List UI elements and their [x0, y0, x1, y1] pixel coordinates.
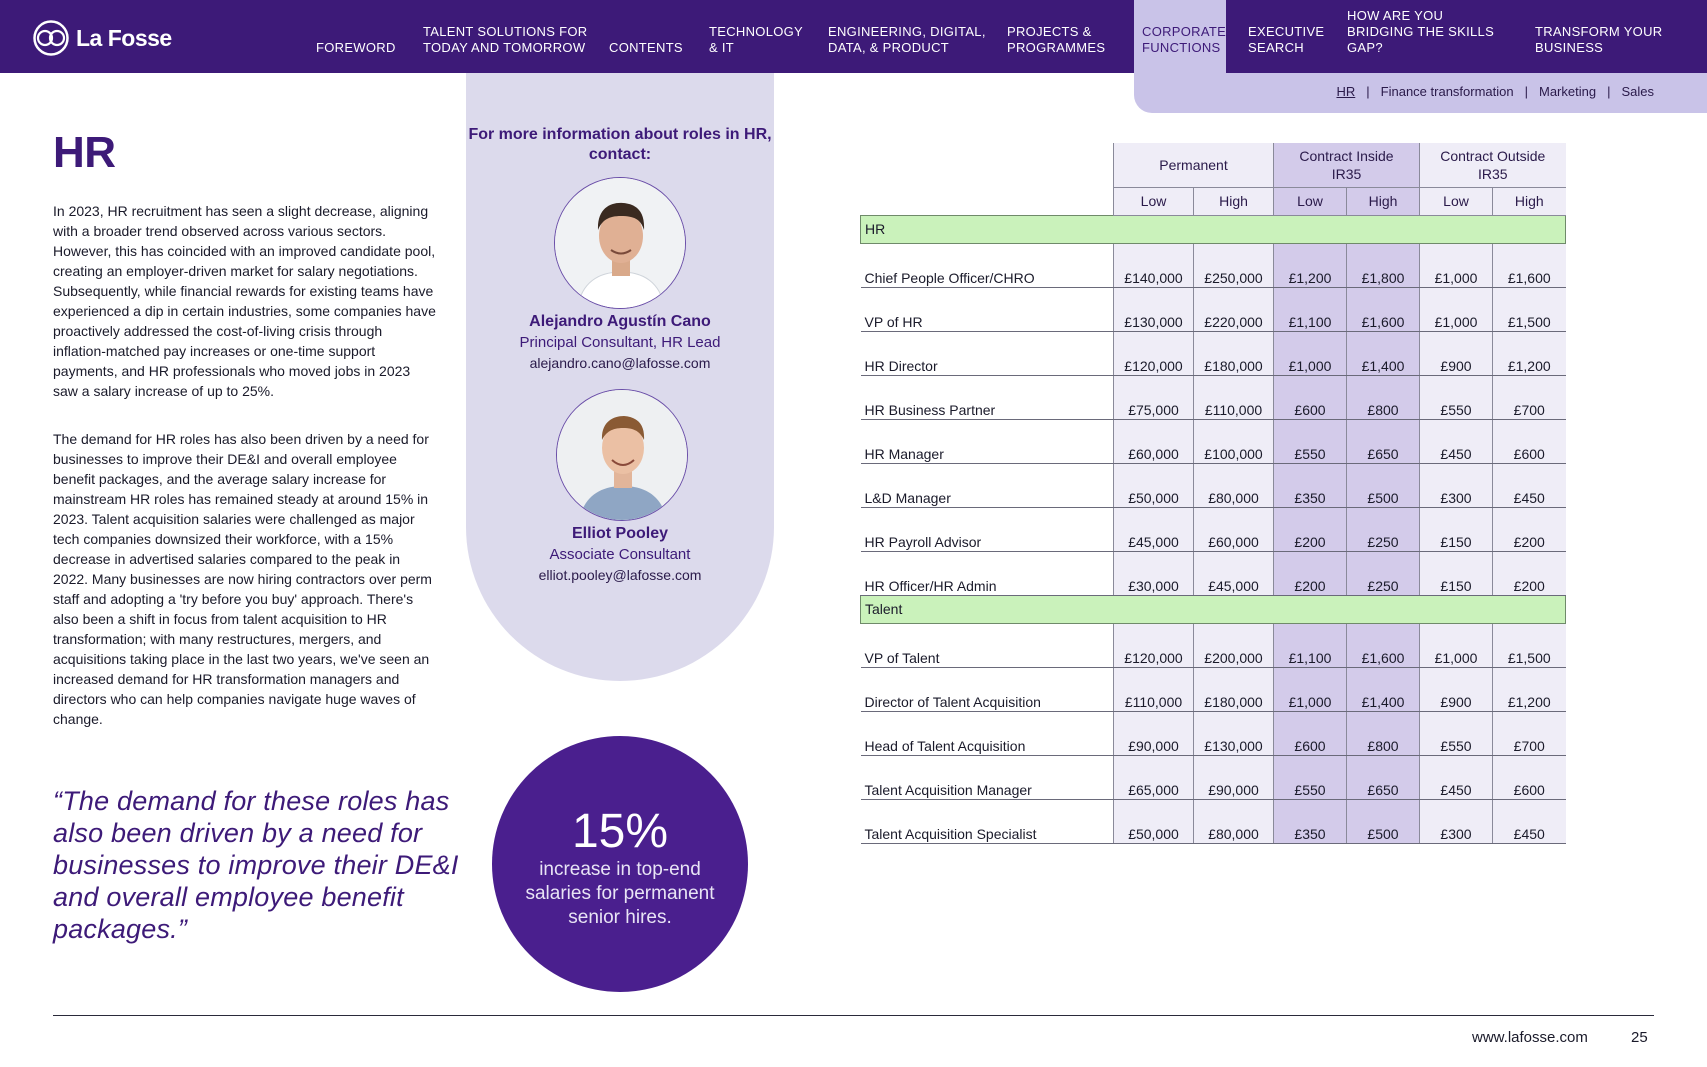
salary-cell: £200,000 [1194, 623, 1274, 667]
table-row [861, 419, 1566, 463]
salary-cell: £900 [1420, 667, 1493, 711]
salary-table [860, 143, 1566, 844]
stat-callout [492, 736, 748, 992]
salary-cell: £200 [1493, 551, 1566, 595]
role-name: VP of HR [861, 287, 1114, 331]
salary-cell: £900 [1420, 331, 1493, 375]
salary-cell: £60,000 [1194, 507, 1274, 551]
footer-website-link[interactable]: www.lafosse.com [1472, 1029, 1588, 1046]
salary-cell: £1,500 [1493, 287, 1566, 331]
salary-cell: £450 [1493, 463, 1566, 507]
salary-cell: £350 [1274, 463, 1347, 507]
salary-cell: £140,000 [1114, 243, 1194, 287]
salary-cell: £450 [1420, 755, 1493, 799]
salary-cell: £1,200 [1493, 667, 1566, 711]
subnav-separator: | [1607, 84, 1611, 99]
la-fosse-logo[interactable] [32, 19, 172, 57]
section-label: HR [861, 215, 1566, 243]
role-name: Talent Acquisition Specialist [861, 799, 1114, 843]
column-header-high: High [1493, 187, 1566, 215]
table-row [861, 375, 1566, 419]
table-row [861, 331, 1566, 375]
salary-cell: £1,100 [1274, 287, 1347, 331]
person-photo-icon [557, 390, 688, 521]
column-header-low: Low [1274, 187, 1347, 215]
salary-cell: £600 [1274, 711, 1347, 755]
role-name: HR Business Partner [861, 375, 1114, 419]
salary-cell: £1,800 [1347, 243, 1420, 287]
salary-cell: £130,000 [1114, 287, 1194, 331]
column-header-low: Low [1420, 187, 1493, 215]
salary-cell: £1,600 [1347, 287, 1420, 331]
table-section-row [861, 595, 1566, 623]
table-corner [861, 187, 1114, 215]
salary-cell: £550 [1420, 375, 1493, 419]
table-row [861, 463, 1566, 507]
role-name: HR Payroll Advisor [861, 507, 1114, 551]
role-name: L&D Manager [861, 463, 1114, 507]
page-number: 25 [1631, 1029, 1648, 1046]
salary-cell: £80,000 [1194, 463, 1274, 507]
table-row [861, 711, 1566, 755]
salary-cell: £50,000 [1114, 799, 1194, 843]
salary-cell: £220,000 [1194, 287, 1274, 331]
subnav-separator: | [1524, 84, 1528, 99]
intro-paragraph: In 2023, HR recruitment has seen a slight decrease, aligning with a broader trend observed across various sectors. However, this has coincided with an improved candidate pool, creating an employer-driven market for salary negotiations. Subsequently, while financial rewards for existing teams have experienced a dip in certain industries, some companies have proactively addressed the cost-of-living crisis through inflation-matched pay increases or one-time support payments, and HR professionals who moved jobs in 2023 saw a salary increase of up to 25%. [53, 203, 436, 399]
table-row [861, 551, 1566, 595]
column-group-label: Contract Inside IR35 [1299, 147, 1394, 182]
salary-cell: £60,000 [1114, 419, 1194, 463]
top-navigation-bar [0, 0, 1707, 73]
salary-cell: £550 [1274, 419, 1347, 463]
la-fosse-logo-icon [32, 19, 70, 57]
salary-cell: £1,200 [1274, 243, 1347, 287]
salary-cell: £80,000 [1194, 799, 1274, 843]
table-group-header-row [861, 143, 1566, 187]
table-row [861, 287, 1566, 331]
avatar [554, 177, 686, 309]
salary-cell: £1,000 [1274, 331, 1347, 375]
demand-paragraph: The demand for HR roles has also been driven by a need for businesses to improve their DE&I and overall employee benefit packages, and the average salary increase for mainstream HR roles has remained steady at around 15% in 2023. Talent acquisition salaries were challenged as major tech companies downsized their workforce, with a 15% decrease in advertised salaries compared to the peak in 2022. Many businesses are now hiring contractors over perm staff and adopting a 'try before you buy' approach. There's also been a shift in focus from talent acquisition to HR transformation; with many restructures, mergers, and acquisitions taking place in the last two years, we've seen an increased demand for HR transformation managers and directors who can help companies navigate huge waves of change. [53, 431, 432, 727]
salary-cell: £650 [1347, 419, 1420, 463]
column-group-contract-outside [1420, 143, 1566, 187]
salary-cell: £250,000 [1194, 243, 1274, 287]
salary-cell: £1,600 [1493, 243, 1566, 287]
table-subheader-row [861, 187, 1566, 215]
pull-quote: “The demand for these roles has also been driven by a need for businesses to improve their DE&I and overall employee benefit packages.” [53, 786, 459, 944]
salary-cell: £450 [1420, 419, 1493, 463]
role-name: Head of Talent Acquisition [861, 711, 1114, 755]
salary-cell: £1,000 [1420, 243, 1493, 287]
avatar [556, 389, 688, 521]
salary-cell: £700 [1493, 711, 1566, 755]
salary-cell: £200 [1493, 507, 1566, 551]
corporate-functions-subnav [1134, 73, 1707, 113]
salary-cell: £300 [1420, 463, 1493, 507]
salary-cell: £110,000 [1114, 667, 1194, 711]
salary-cell: £1,600 [1347, 623, 1420, 667]
salary-cell: £180,000 [1194, 667, 1274, 711]
salary-cell: £500 [1347, 799, 1420, 843]
salary-cell: £65,000 [1114, 755, 1194, 799]
table-corner [861, 143, 1114, 187]
salary-cell: £1,200 [1493, 331, 1566, 375]
salary-cell: £30,000 [1114, 551, 1194, 595]
salary-cell: £50,000 [1114, 463, 1194, 507]
contact-email-link[interactable]: elliot.pooley@lafosse.com [538, 567, 702, 583]
role-name: HR Manager [861, 419, 1114, 463]
subnav-separator: | [1366, 84, 1370, 99]
salary-cell: £120,000 [1114, 623, 1194, 667]
salary-cell: £1,500 [1493, 623, 1566, 667]
salary-cell: £500 [1347, 463, 1420, 507]
salary-cell: £45,000 [1194, 551, 1274, 595]
salary-cell: £800 [1347, 375, 1420, 419]
salary-cell: £1,000 [1420, 623, 1493, 667]
column-header-high: High [1347, 187, 1420, 215]
salary-cell: £45,000 [1114, 507, 1194, 551]
salary-cell: £600 [1493, 755, 1566, 799]
salary-cell: £450 [1493, 799, 1566, 843]
salary-cell: £200 [1274, 507, 1347, 551]
contact-name: Elliot Pooley [571, 525, 668, 542]
contact-panel [466, 73, 774, 681]
role-name: HR Officer/HR Admin [861, 551, 1114, 595]
salary-cell: £90,000 [1114, 711, 1194, 755]
stat-description: increase in top-end salaries for permanent senior hires. [525, 859, 715, 928]
salary-cell: £550 [1420, 711, 1493, 755]
table-row [861, 755, 1566, 799]
contact-heading: For more information about roles in HR, contact: [468, 126, 772, 163]
salary-cell: £1,000 [1420, 287, 1493, 331]
salary-cell: £200 [1274, 551, 1347, 595]
column-header-high: High [1194, 187, 1274, 215]
salary-cell: £550 [1274, 755, 1347, 799]
salary-cell: £1,400 [1347, 667, 1420, 711]
salary-cell: £600 [1493, 419, 1566, 463]
nav-transform-business[interactable]: TRANSFORM YOUR BUSINESS [1535, 24, 1663, 55]
salary-cell: £600 [1274, 375, 1347, 419]
salary-cell: £300 [1420, 799, 1493, 843]
nav-corporate-functions[interactable]: CORPORATE FUNCTIONS [1134, 0, 1226, 73]
table-row [861, 799, 1566, 843]
salary-cell: £350 [1274, 799, 1347, 843]
brand-name: La Fosse [76, 24, 172, 51]
salary-cell: £180,000 [1194, 331, 1274, 375]
salary-cell: £120,000 [1114, 331, 1194, 375]
salary-cell: £130,000 [1194, 711, 1274, 755]
salary-cell: £100,000 [1194, 419, 1274, 463]
table-row [861, 243, 1566, 287]
salary-cell: £250 [1347, 507, 1420, 551]
subnav-finance-transformation[interactable]: Finance transformation [1380, 84, 1514, 99]
table-row [861, 507, 1566, 551]
nav-engineering-digital[interactable]: ENGINEERING, DIGITAL, DATA, & PRODUCT [828, 24, 986, 55]
salary-cell: £1,400 [1347, 331, 1420, 375]
section-label: Talent [861, 595, 1566, 623]
nav-contents[interactable]: CONTENTS [609, 40, 683, 55]
salary-cell: £250 [1347, 551, 1420, 595]
nav-foreword[interactable]: FOREWORD [316, 40, 396, 55]
salary-cell: £150 [1420, 507, 1493, 551]
nav-projects-programmes[interactable]: PROJECTS & PROGRAMMES [1007, 24, 1106, 55]
column-header-low: Low [1114, 187, 1194, 215]
salary-cell: £800 [1347, 711, 1420, 755]
contact-email-link[interactable]: alejandro.cano@lafosse.com [529, 355, 711, 371]
column-group-contract-inside [1274, 143, 1420, 187]
table-section-row [861, 215, 1566, 243]
salary-cell: £650 [1347, 755, 1420, 799]
subnav-marketing[interactable]: Marketing [1539, 84, 1597, 99]
column-group-label: Contract Outside IR35 [1440, 147, 1546, 182]
column-group-permanent: Permanent [1114, 143, 1274, 187]
role-name: VP of Talent [861, 623, 1114, 667]
salary-cell: £75,000 [1114, 375, 1194, 419]
subnav-sales[interactable]: Sales [1621, 84, 1654, 99]
table-row [861, 623, 1566, 667]
salary-cell: £1,100 [1274, 623, 1347, 667]
contact-role: Associate Consultant [549, 546, 691, 563]
nav-skills-gap[interactable]: HOW ARE YOU BRIDGING THE SKILLS GAP? [1347, 8, 1495, 55]
table-body [861, 215, 1566, 843]
salary-cell: £700 [1493, 375, 1566, 419]
page-title: HR [53, 128, 116, 177]
salary-cell: £1,000 [1274, 667, 1347, 711]
contact-name: Alejandro Agustín Cano [529, 313, 711, 330]
role-name: Director of Talent Acquisition [861, 667, 1114, 711]
stat-value: 15% [571, 805, 669, 858]
nav-technology-it[interactable]: TECHNOLOGY & IT [709, 24, 803, 55]
table-row [861, 667, 1566, 711]
role-name: Chief People Officer/CHRO [861, 243, 1114, 287]
salary-cell: £110,000 [1194, 375, 1274, 419]
footer-divider [53, 1015, 1654, 1016]
nav-talent-solutions[interactable]: TALENT SOLUTIONS FOR TODAY AND TOMORROW [423, 24, 588, 55]
subnav-hr[interactable]: HR [1336, 84, 1356, 99]
salary-cell: £150 [1420, 551, 1493, 595]
role-name: Talent Acquisition Manager [861, 755, 1114, 799]
contact-role: Principal Consultant, HR Lead [519, 334, 721, 351]
nav-executive-search[interactable]: EXECUTIVE SEARCH [1248, 24, 1325, 55]
salary-cell: £90,000 [1194, 755, 1274, 799]
person-photo-icon [555, 178, 686, 309]
role-name: HR Director [861, 331, 1114, 375]
